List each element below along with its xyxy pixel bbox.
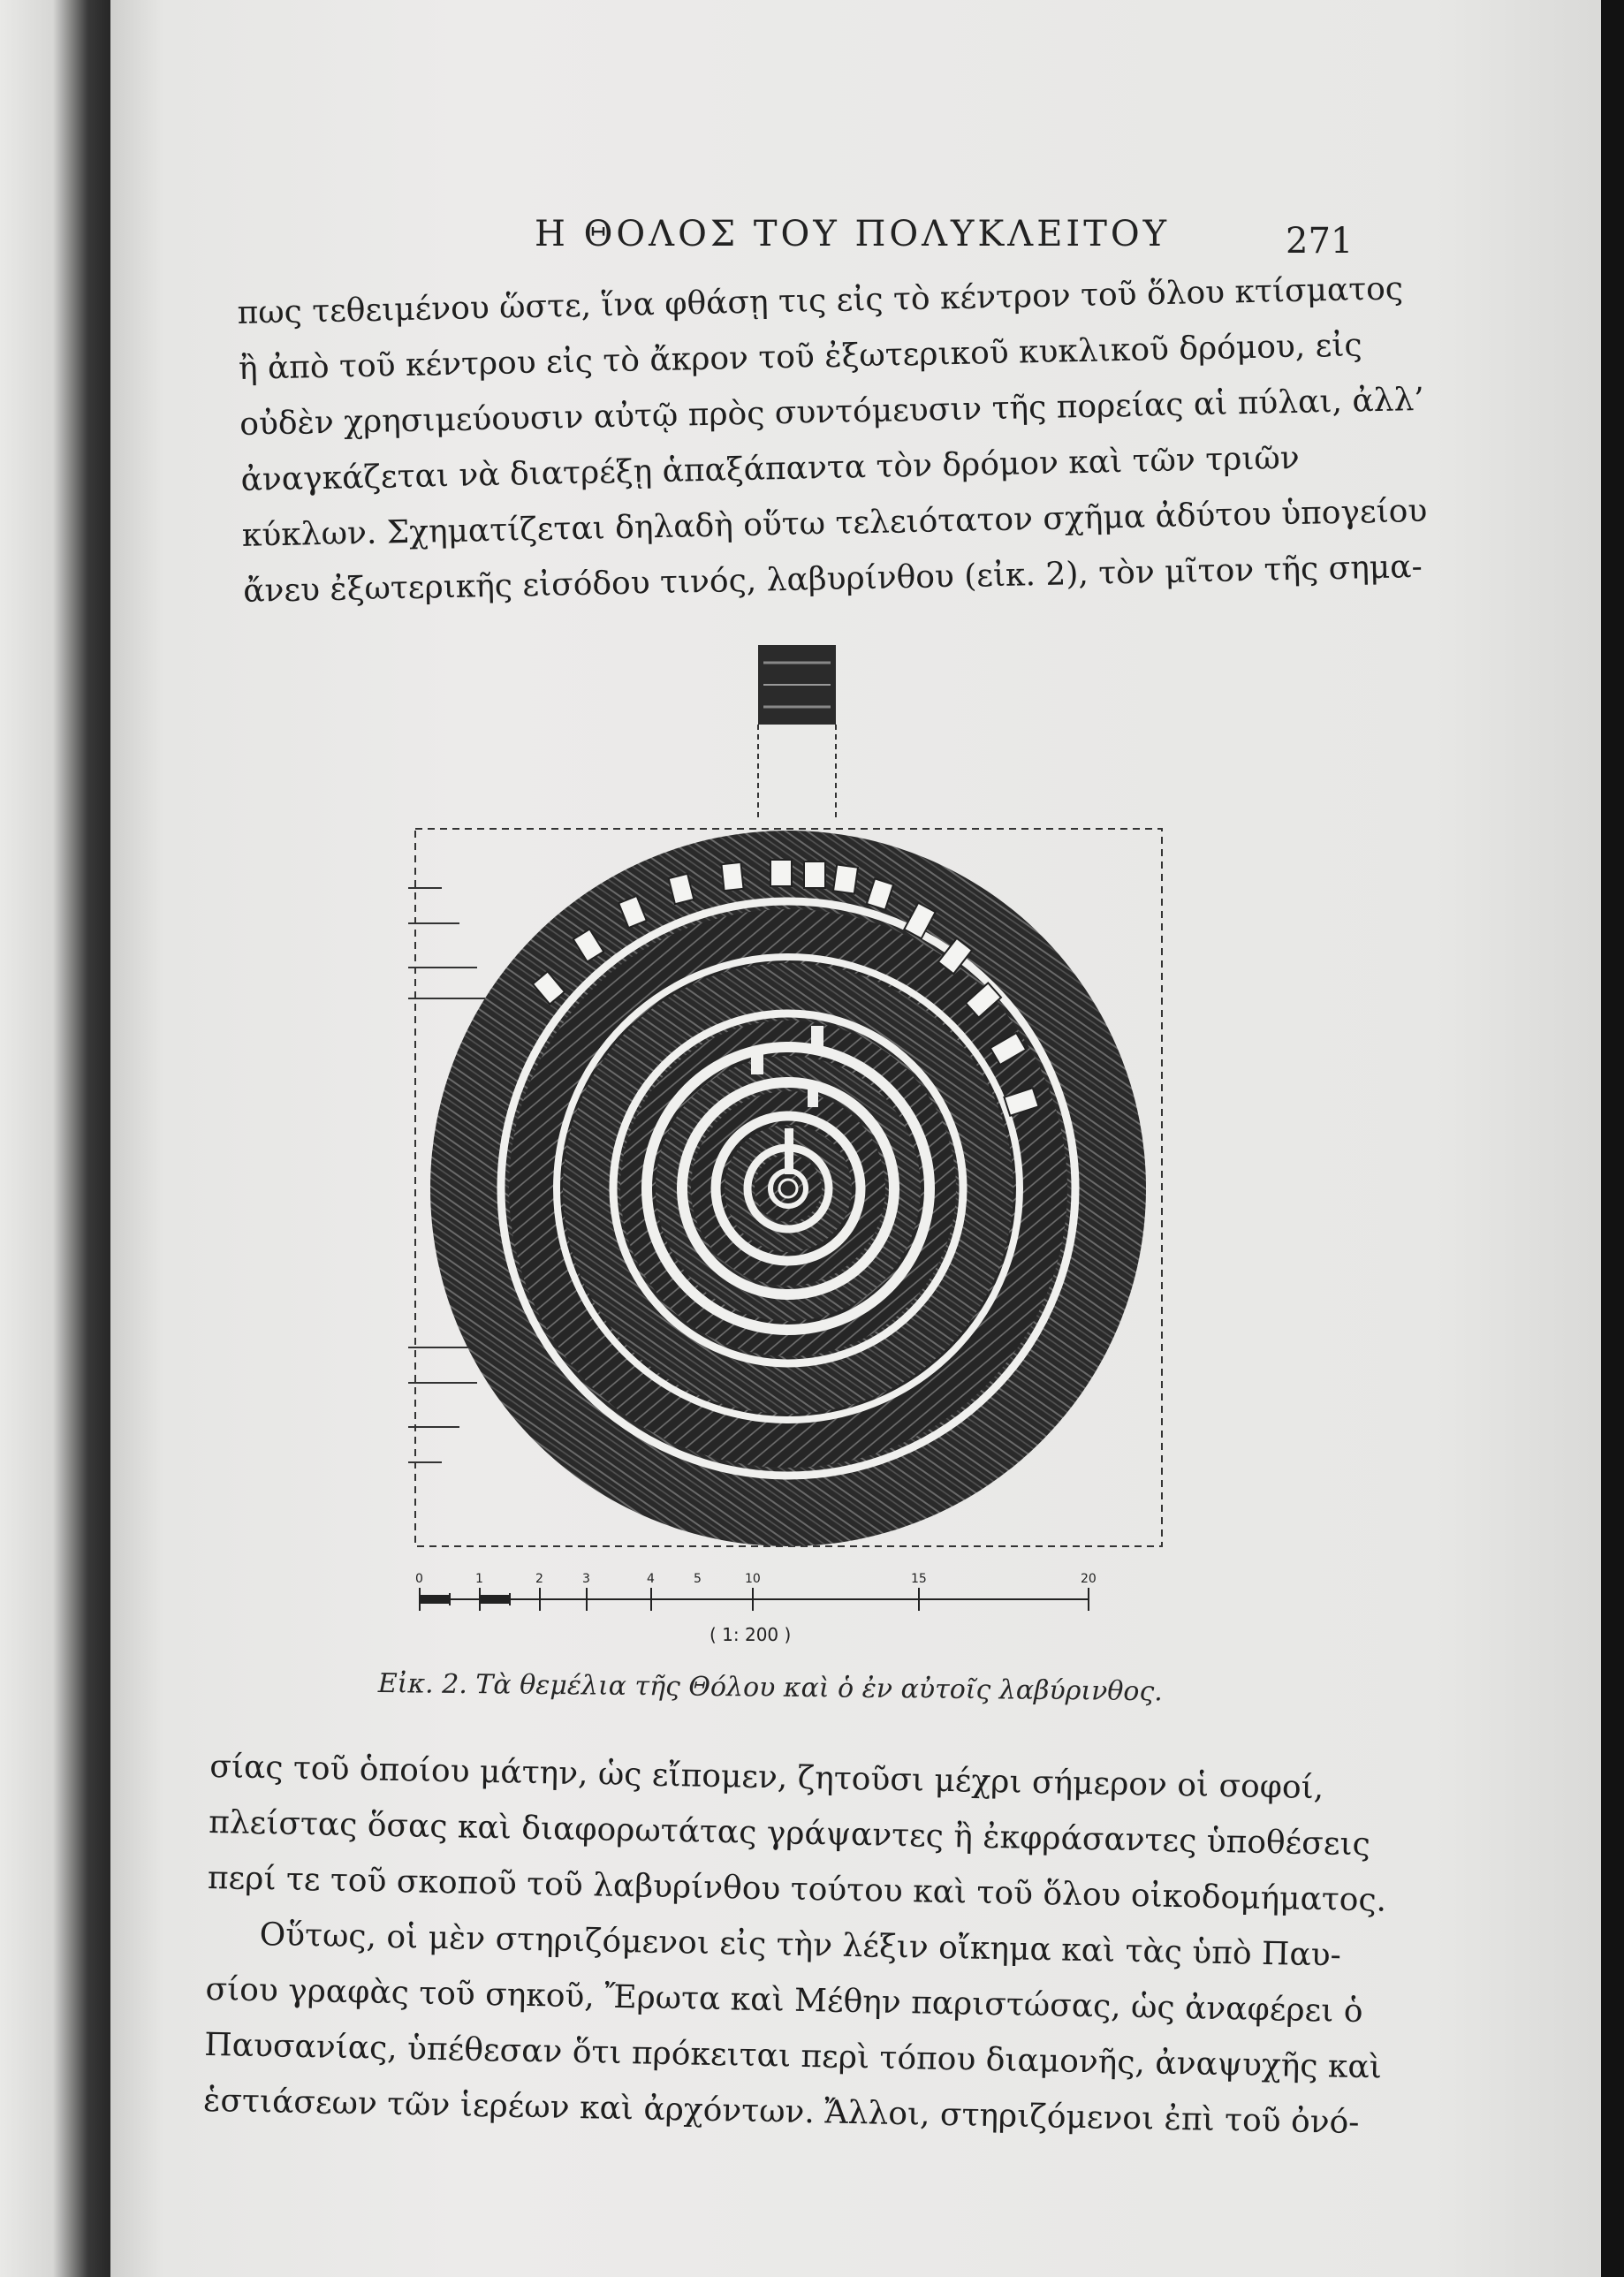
text-line: οὐδὲν χρησιμεύουσιν αὐτῷ πρὸς συντόμευσιν τῆς πορείας αἱ πύλαι, ἀλλ’ [239,381,1425,443]
scale-tick-label: 3 [582,1572,590,1586]
text-line: Παυσανίας, ὑπέθεσαν ὅτι πρόκειται περὶ τόπου διαμονῆς, ἀναψυχῆς καὶ [203,2026,1383,2086]
labyrinth-plan-figure [389,641,1184,1657]
scale-tick-labels [415,1572,1097,1586]
text-line: ἄνευ ἐξωτερικῆς εἰσόδου τινός, λαβυρίνθου (εἰκ. 2), τὸν μῖτον τῆς σημα- [242,548,1423,610]
text-line: ἢ ἀπὸ τοῦ κέντρου εἰς τὸ ἄκρον τοῦ ἐξωτερικοῦ κυκλικοῦ δρόμου, εἰς [238,327,1363,387]
page-number: 271 [1286,221,1354,262]
text-line: πως τεθειμένου ὥστε, ἵνα φθάσῃ τις εἰς τὸ κέντρον τοῦ ὅλου κτίσματος [237,270,1404,331]
scale-tick-label: 10 [745,1572,761,1586]
entrance-block [758,645,836,817]
paragraph-top [237,261,1429,619]
text-line: κύκλων. Σχηματίζεται δηλαδὴ οὕτω τελειότατον σχῆμα ἀδύτου ὑπογείου [241,492,1428,554]
page-right-edge [1601,0,1624,2277]
text-line: περί τε τοῦ σκοποῦ τοῦ λαβυρίνθου τούτου καὶ τοῦ ὅλου οἰκοδομήματος. [207,1859,1387,1919]
scale-tick-label: 1 [475,1572,483,1586]
text-line: σίου γραφὰς τοῦ σηκοῦ, Ἔρωτα καὶ Μέθην παριστώσας, ὡς ἀναφέρει ὁ [205,1970,1363,2030]
text-line: Οὕτως, οἱ μὲν στηριζόμενοι εἰς τὴν λέξιν οἴκημα καὶ τὰς ὑπὸ Παυ- [259,1916,1342,1974]
text-line: πλείστας ὅσας καὶ διαφορωτάτας γράψαντες ἢ ἐκφράσαντες ὑποθέσεις [208,1803,1371,1863]
text-line: ἀναγκάζεται νὰ διατρέξῃ ἁπαξάπαντα τὸν δρόμον καὶ τῶν τριῶν [240,439,1301,498]
scale-ratio-label: ( 1: 200 ) [710,1624,792,1645]
running-header-title: Η ΘΟΛΟΣ ΤΟΥ ΠΟΛΥΚΛΕΙΤΟΥ [535,214,1171,254]
text-line: σίας τοῦ ὁποίου μάτην, ὡς εἴπομεν, ζητοῦσι μέχρι σήμερον οἱ σοφοί, [209,1748,1324,1807]
scale-tick-label: 20 [1081,1572,1097,1586]
scale-tick-label: 0 [415,1572,423,1586]
text-line: ἑστιάσεων τῶν ἱερέων καὶ ἀρχόντων. Ἄλλοι, στηριζόμενοι ἐπὶ τοῦ ὀνό- [202,2082,1360,2142]
scale-tick-label: 15 [911,1572,927,1586]
scale-tick-label: 5 [694,1572,702,1586]
scale-bar [420,1588,1089,1611]
book-gutter-shadow [0,0,115,2277]
scale-tick-label: 2 [535,1572,543,1586]
concentric-foundation-rings [430,831,1146,1546]
figure-caption: Εἰκ. 2. Τὰ θεμέλια τῆς Θόλου καὶ ὁ ἐν αὐτοῖς λαβύρινθος. [377,1668,1163,1708]
scale-tick-label: 4 [647,1572,655,1586]
paragraph-bottom [203,1739,1390,2152]
